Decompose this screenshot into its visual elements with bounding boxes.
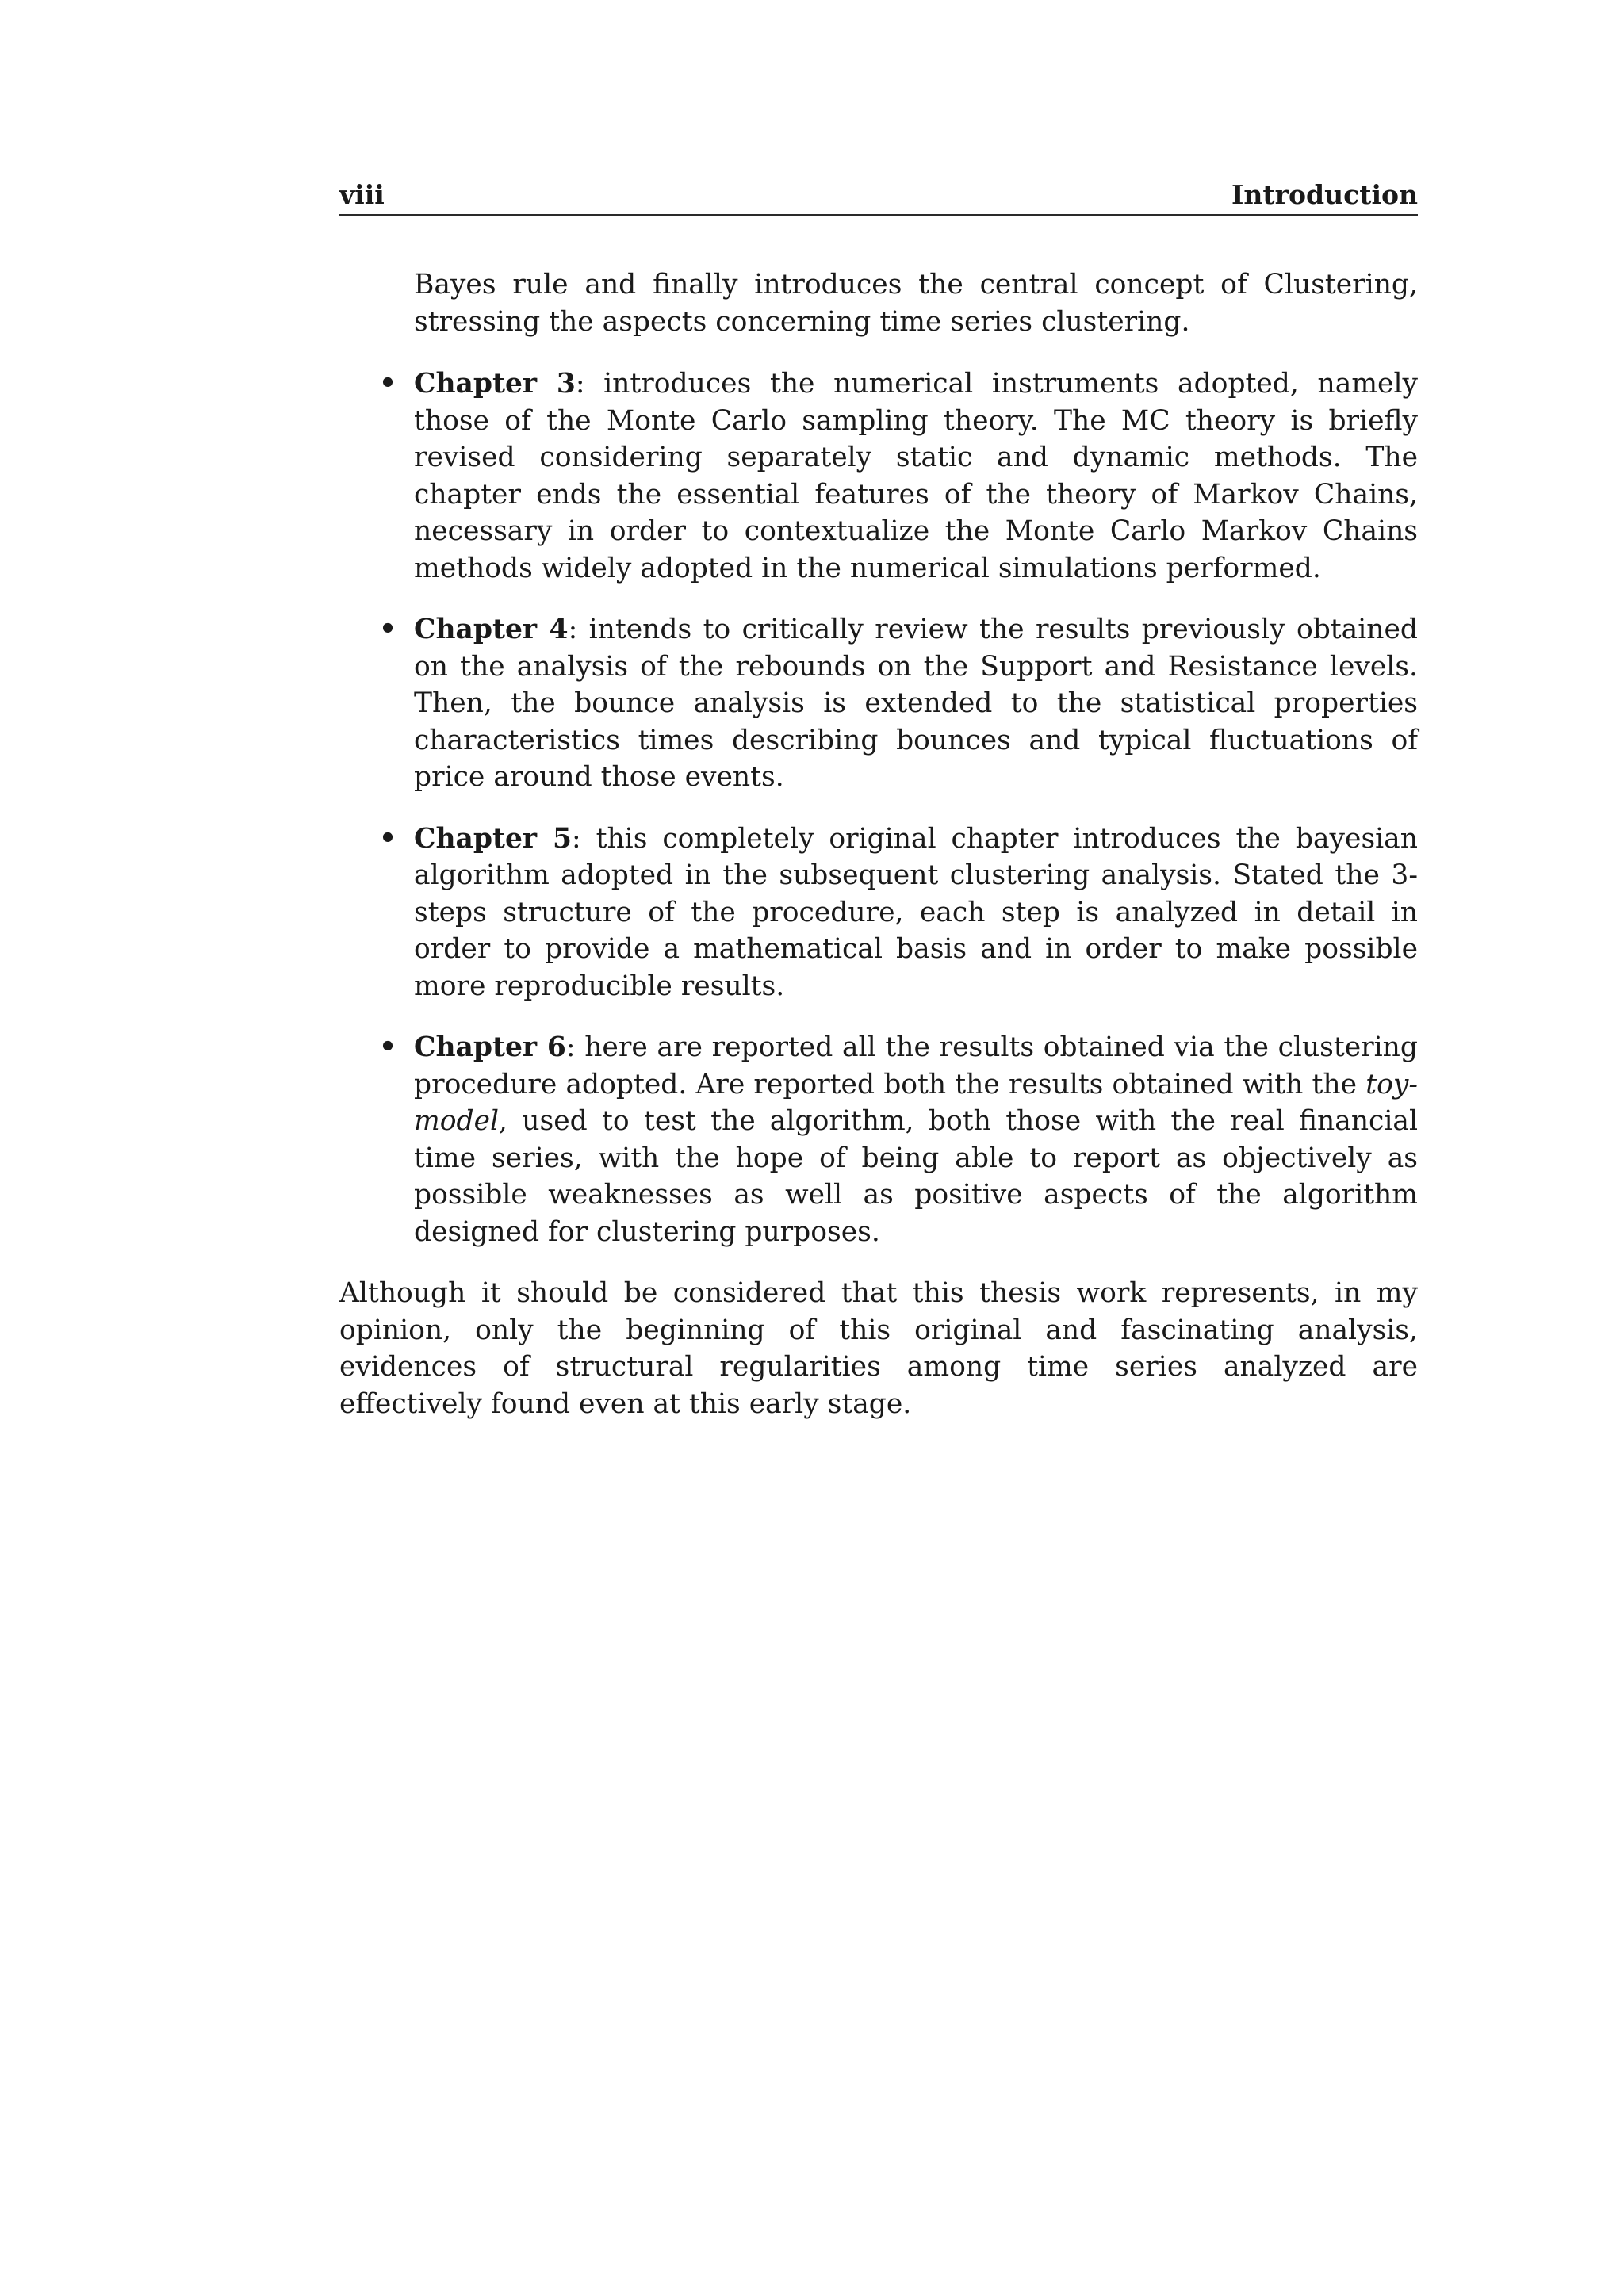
- label-separator: :: [568, 614, 578, 645]
- label-separator: :: [565, 1031, 576, 1063]
- body-text: [339, 266, 1418, 1422]
- chapter-label: Chapter 5: [414, 822, 573, 855]
- bullet-icon: •: [379, 614, 397, 645]
- list-item-chapter-6: [339, 1029, 1418, 1250]
- label-separator: :: [575, 368, 585, 400]
- running-chapter-title: Introduction: [1231, 179, 1418, 210]
- chapter-label: Chapter 6: [414, 1031, 566, 1063]
- chapter-description-start: here are reported all the results obtained via the clustering procedure adopted. Are reported both the results obtained with the: [414, 1031, 1418, 1100]
- list-item-chapter-5: [339, 821, 1418, 1005]
- list-item-chapter-4: [339, 611, 1418, 796]
- bullet-icon: •: [379, 368, 397, 400]
- chapter-description-end: , used to test the algorithm, both those with the real financial time series, with the hope of being able to report as objectively as possible weaknesses as well as positive aspects of the algorithm designed for clustering purposes.: [414, 1105, 1418, 1248]
- chapter-description: this completely original chapter introduces the bayesian algorithm adopted in the subsequent clustering analysis. Stated the 3-steps structure of the procedure, each step is analyzed in detail in order to provide a mathematical basis and in order to make possible more reproducible results.: [414, 822, 1418, 1002]
- list-item-chapter-3: [339, 365, 1418, 587]
- bullet-icon: •: [379, 1031, 397, 1063]
- closing-paragraph: Although it should be considered that this thesis work represents, in my opinion, only the beginning of this original and fascinating analysis, evidences of structural regularities among time series analyzed are effectively found even at this early stage.: [339, 1277, 1418, 1420]
- chapter-summary-list: [339, 365, 1418, 1250]
- chapter-description: introduces the numerical instruments adopted, namely those of the Monte Carlo sampling theory. The MC theory is briefly revised considering separately static and dynamic methods. The chapter ends the essential features of the theory of Markov Chains, necessary in order to contextualize the Monte Carlo Markov Chains methods widely adopted in the numerical simulations performed.: [414, 368, 1418, 584]
- chapter-description: intends to critically review the results previously obtained on the analysis of the rebounds on the Support and Resistance levels. Then, the bounce analysis is extended to the statistical properties characteristics times describing bounces and typical fluctuations of price around those events.: [414, 614, 1418, 793]
- page-number: viii: [339, 179, 385, 210]
- label-separator: :: [572, 822, 581, 855]
- chapter-label: Chapter 4: [414, 614, 569, 645]
- running-header: [339, 176, 1418, 216]
- bullet-icon: •: [379, 822, 397, 855]
- emphasized-term: toy-model: [414, 1068, 1418, 1137]
- intro-continuation-paragraph: Bayes rule and finally introduces the central concept of Clustering, stressing the aspects concerning time series clustering.: [414, 269, 1418, 338]
- chapter-label: Chapter 3: [414, 368, 576, 400]
